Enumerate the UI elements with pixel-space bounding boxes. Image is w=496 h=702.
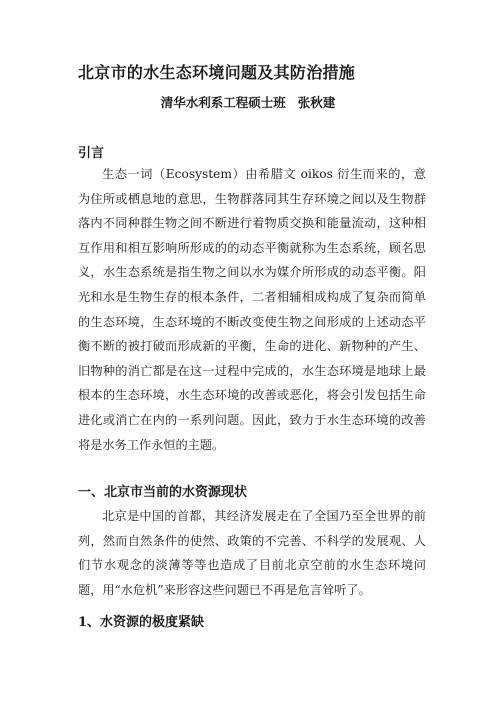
author-line [0,94,496,112]
section-heading-introduction: 引言 [78,146,105,161]
author-name: 张秋建 [297,95,336,110]
introduction-paragraph: 生态一词（Ecosystem）由希腊文 oikos 衍生而来的，意为住所或栖息地的意思，生物群落同其生存环境之间以及生物群落内不同种群生物之间不断进行着物质交换和能量流动，这种相互作用和相互影响所形成的的动态平衡就称为生态系统，顾名思义，水生态系统是指生物之间以水为媒介所形成的动态平衡。阳光和水是生物生存的根本条件，二者相辅相成构成了复杂而简单的生态环境，生态环境的不断改变使生物之间形成的上述动态平衡不断的被打破而形成新的平衡，生命的进化、新物种的产生、旧物种的消亡都是在这一过程中完成的，水生态环境是地球上最根本的生态环境，水生态环境的改善或恶化，将会引发包括生命进化或消亡在内的一系列问题。因此，致力于水生态环境的改善将是水务工作永恒的主题。 [78,167,426,452]
water-status-paragraph: 北京是中国的首都，其经济发展走在了全国乃至全世界的前列，然而自然条件的使然、政策的不完善、不科学的发展观、人们节水观念的淡薄等等也造成了目前北京空前的水生态环境问题，用“水危机”来形容这些问题已不再是危言耸听了。 [78,509,426,597]
subsection-heading-water-shortage: 1、水资源的极度紧缺 [78,615,205,630]
author-affiliation: 清华水利系工程硕士班 [160,95,286,110]
section-heading-water-status: 一、北京市当前的水资源现状 [78,485,248,500]
document-title: 北京市的水生态环境问题及其防治措施 [78,63,356,82]
